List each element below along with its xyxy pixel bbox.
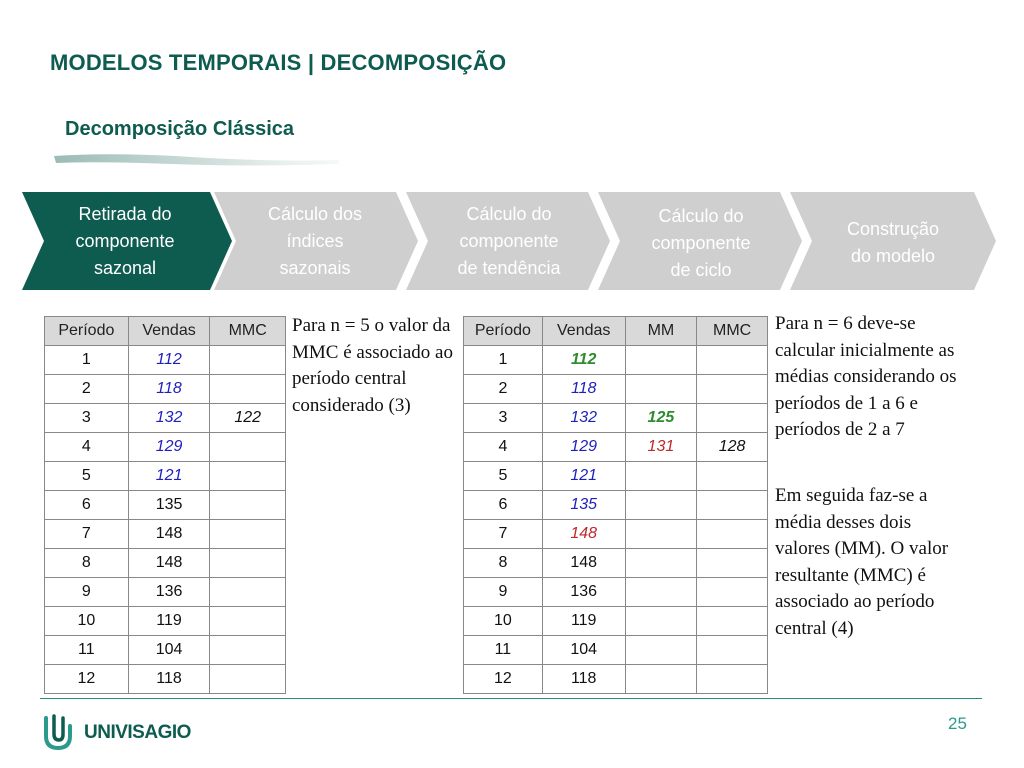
table-cell: 4 xyxy=(464,433,543,462)
table-row xyxy=(45,375,286,404)
table-cell: 9 xyxy=(464,578,543,607)
table-row xyxy=(464,462,768,491)
table-cell xyxy=(697,404,768,433)
page-number: 25 xyxy=(948,714,967,733)
table-cell xyxy=(625,520,697,549)
table-cell: 148 xyxy=(128,549,210,578)
table-cell xyxy=(210,665,286,694)
table-cell: 121 xyxy=(542,462,625,491)
table-cell: 136 xyxy=(128,578,210,607)
step-2-line-3: sazonais xyxy=(279,258,351,278)
table-cell: 1 xyxy=(464,346,543,375)
table-row xyxy=(464,433,768,462)
table-cell: 112 xyxy=(128,346,210,375)
table-cell xyxy=(625,462,697,491)
step-5-line-1: Construção xyxy=(846,219,940,239)
table-header-row xyxy=(464,317,768,346)
table-cell xyxy=(210,578,286,607)
table-cell: 1 xyxy=(45,346,129,375)
table-cell: 118 xyxy=(542,375,625,404)
table-cell xyxy=(625,375,697,404)
note-n5-explanation: Para n = 5 o valor da MMC é associado ao período central considerado (3) xyxy=(292,315,453,416)
table-cell: 118 xyxy=(128,665,210,694)
table-row xyxy=(464,549,768,578)
table-cell xyxy=(625,665,697,694)
table-cell: 122 xyxy=(210,404,286,433)
table-row xyxy=(45,520,286,549)
table-cell: 135 xyxy=(128,491,210,520)
step-5-line-2: do modelo xyxy=(850,246,936,266)
table-row xyxy=(464,607,768,636)
table-row xyxy=(45,346,286,375)
table-cell: 148 xyxy=(542,520,625,549)
table-cell xyxy=(210,607,286,636)
table-cell: 4 xyxy=(45,433,129,462)
table-header-row xyxy=(45,317,286,346)
table-cell: 8 xyxy=(464,549,543,578)
table-cell xyxy=(625,636,697,665)
table-cell: 2 xyxy=(45,375,129,404)
table-cell: 11 xyxy=(45,636,129,665)
table-cell xyxy=(210,636,286,665)
table-cell: 132 xyxy=(542,404,625,433)
step-construcao-modelo xyxy=(806,216,980,270)
table-row xyxy=(45,433,286,462)
step-componente-ciclo xyxy=(614,203,788,284)
table-cell: 132 xyxy=(128,404,210,433)
table-cell xyxy=(697,607,768,636)
table-cell: 148 xyxy=(128,520,210,549)
step-4-line-1: Cálculo do xyxy=(658,206,744,226)
step-4-line-2: componente xyxy=(651,233,751,253)
table-cell: 135 xyxy=(542,491,625,520)
table-cell: 136 xyxy=(542,578,625,607)
note-mm-mmc-explanation: Em seguida faz-se a média desses dois valores (MM). O valor resultante (MMC) é associado ao período central (4) xyxy=(775,485,949,639)
table-row xyxy=(464,375,768,404)
table-cell xyxy=(697,578,768,607)
table-cell: 121 xyxy=(128,462,210,491)
table-cell xyxy=(210,346,286,375)
header-mm: MM xyxy=(625,317,697,346)
table-cell: 2 xyxy=(464,375,543,404)
table-cell: 6 xyxy=(45,491,129,520)
note-n6-explanation: Para n = 6 deve-se calcular inicialmente as médias considerando os períodos de 1 a 6 e períodos de 2 a 7 xyxy=(775,313,957,440)
table-cell: 125 xyxy=(625,404,697,433)
step-2-line-2: índices xyxy=(286,231,344,251)
table-cell: 8 xyxy=(45,549,129,578)
table-cell: 3 xyxy=(45,404,129,433)
table-cell xyxy=(210,491,286,520)
table-cell: 129 xyxy=(542,433,625,462)
table-cell: 5 xyxy=(464,462,543,491)
table-row xyxy=(464,665,768,694)
table-cell: 118 xyxy=(128,375,210,404)
step-3-line-2: componente xyxy=(459,231,559,251)
table-row xyxy=(45,549,286,578)
table-cell: 7 xyxy=(45,520,129,549)
footer-divider xyxy=(40,698,982,699)
table-cell: 10 xyxy=(464,607,543,636)
step-1-line-2: componente xyxy=(75,231,175,251)
table-cell xyxy=(697,665,768,694)
step-1-line-1: Retirada do xyxy=(78,204,172,224)
table-cell xyxy=(210,462,286,491)
header-periodo: Período xyxy=(45,317,129,346)
table-cell: 118 xyxy=(542,665,625,694)
step-componente-tendencia xyxy=(422,201,596,282)
table-cell: 12 xyxy=(45,665,129,694)
step-2-line-1: Cálculo dos xyxy=(267,204,363,224)
table-cell: 6 xyxy=(464,491,543,520)
table-row xyxy=(464,578,768,607)
table-cell: 7 xyxy=(464,520,543,549)
table-cell xyxy=(625,491,697,520)
table-cell: 3 xyxy=(464,404,543,433)
mmc-table-n5 xyxy=(44,316,286,694)
step-1-line-3: sazonal xyxy=(93,258,157,278)
table-row xyxy=(45,491,286,520)
table-row xyxy=(464,404,768,433)
table-row xyxy=(45,636,286,665)
table-cell: 5 xyxy=(45,462,129,491)
table-row xyxy=(464,346,768,375)
table-row xyxy=(45,578,286,607)
header-mmc: MMC xyxy=(210,317,286,346)
table-cell xyxy=(697,491,768,520)
table-cell xyxy=(210,433,286,462)
table-cell xyxy=(625,346,697,375)
table-cell: 119 xyxy=(128,607,210,636)
table-cell xyxy=(697,636,768,665)
table-cell xyxy=(697,462,768,491)
step-retirada-sazonal xyxy=(40,201,210,282)
table-cell: 131 xyxy=(625,433,697,462)
table-cell xyxy=(210,549,286,578)
table-cell xyxy=(210,375,286,404)
table-cell: 10 xyxy=(45,607,129,636)
step-3-line-1: Cálculo do xyxy=(466,204,552,224)
table-row xyxy=(464,491,768,520)
step-3-line-3: de tendência xyxy=(457,258,561,278)
table-cell: 104 xyxy=(542,636,625,665)
table-row xyxy=(45,607,286,636)
table-row xyxy=(45,665,286,694)
header-mmc: MMC xyxy=(697,317,768,346)
table-row xyxy=(45,462,286,491)
table-cell xyxy=(697,346,768,375)
table-cell xyxy=(697,520,768,549)
table-cell xyxy=(697,375,768,404)
table-cell xyxy=(697,549,768,578)
header-vendas: Vendas xyxy=(542,317,625,346)
step-indices-sazonais xyxy=(230,201,400,282)
table-row xyxy=(464,520,768,549)
table-cell: 148 xyxy=(542,549,625,578)
table-row xyxy=(45,404,286,433)
table-cell: 129 xyxy=(128,433,210,462)
table-cell: 9 xyxy=(45,578,129,607)
table-cell: 112 xyxy=(542,346,625,375)
table-cell: 11 xyxy=(464,636,543,665)
mmc-table-n6 xyxy=(463,316,768,694)
table-cell xyxy=(625,549,697,578)
slide-subtitle: Decomposição Clássica xyxy=(65,118,294,140)
table-cell: 12 xyxy=(464,665,543,694)
logo-text: UNIVISAGIO xyxy=(84,722,191,743)
step-4-line-3: de ciclo xyxy=(670,260,732,280)
table-cell xyxy=(625,607,697,636)
header-periodo: Período xyxy=(464,317,543,346)
table-cell: 128 xyxy=(697,433,768,462)
table-cell: 119 xyxy=(542,607,625,636)
table-cell: 104 xyxy=(128,636,210,665)
table-cell xyxy=(210,520,286,549)
table-row xyxy=(464,636,768,665)
slide-title: MODELOS TEMPORAIS | DECOMPOSIÇÃO xyxy=(50,50,507,75)
header-vendas: Vendas xyxy=(128,317,210,346)
table-cell xyxy=(625,578,697,607)
